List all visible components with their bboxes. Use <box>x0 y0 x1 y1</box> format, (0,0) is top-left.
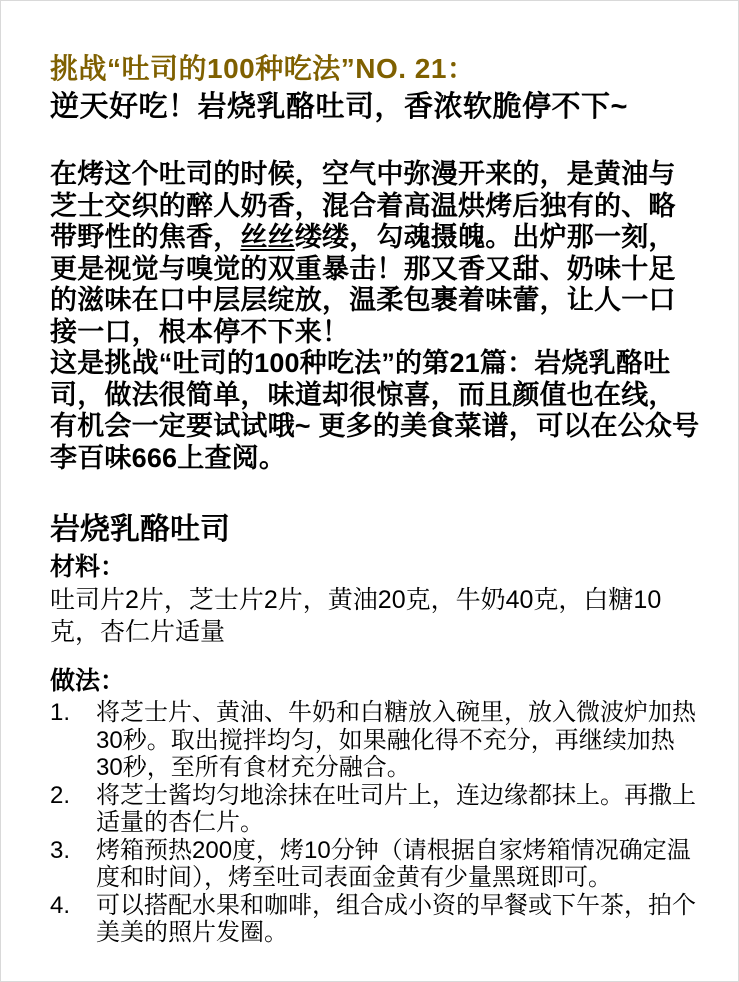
recipe-title: 岩烧乳酪吐司 <box>50 513 230 546</box>
title-block <box>50 50 700 127</box>
step-item <box>50 892 700 947</box>
step-text: 将芝士片、黄油、牛奶和白糖放入碗里，放入微波炉加热30秒。取出搅拌均匀，如果融化得不充分，再继续加热30秒，至所有食材充分融合。 <box>96 699 696 781</box>
step-text: 将芝士酱均匀地涂抹在吐司片上，连边缘都抹上。再撒上适量的杏仁片。 <box>96 781 696 836</box>
step-item <box>50 699 700 782</box>
step-text: 烤箱预热200度，烤10分钟（请根据自家烤箱情况确定温度和时间），烤至吐司表面金黄有少量黑斑即可。 <box>96 836 691 891</box>
post-subtitle: 逆天好吃！岩烧乳酪吐司，香浓软脆停不下~ <box>50 91 628 123</box>
step-number: 3. <box>50 836 71 864</box>
materials-text: 吐司片2片，芝士片2片，黄油20克，牛奶40克，白糖10克，杏仁片适量 <box>50 586 662 646</box>
step-number: 2. <box>50 781 71 809</box>
step-item <box>50 837 700 892</box>
intro-section <box>50 159 700 474</box>
step-item <box>50 782 700 837</box>
step-number: 4. <box>50 891 71 919</box>
intro-paragraph-2: 这是挑战“吐司的100种吃法”的第21篇：岩烧乳酪吐司，做法很简单，味道却很惊喜，而且颜值也在线，有机会一定要试试哦~ 更多的美食菜谱，可以在公众号李百味666上查阅。 <box>50 348 700 473</box>
post-series-title: 挑战“吐司的100种吃法”NO. 21： <box>50 53 476 84</box>
intro-paragraph-1-after: 缕缕，勾魂摄魄。出炉那一刻，更是视觉与嗅觉的双重暴击！那又香又甜、奶味十足的滋味在口中层层绽放，温柔包裹着味蕾，让人一口接一口，根本停不下来！ <box>50 222 676 347</box>
intro-paragraph-1 <box>50 159 700 348</box>
materials-label: 材料： <box>50 553 126 581</box>
underlined-phrase: 丝丝 <box>240 222 295 252</box>
intro-paragraph-1-before: 在烤这个吐司的时候，空气中弥漫开来的，是黄油与芝士交织的醉人奶香，混合着高温烘烤后独有的、略带野性的焦香， <box>50 159 676 252</box>
steps-list <box>50 699 700 947</box>
step-number: 1. <box>50 699 71 726</box>
step-text: 可以搭配水果和咖啡，组合成小资的早餐或下午茶，拍个美美的照片发圈。 <box>96 891 696 946</box>
steps-label: 做法： <box>50 667 126 695</box>
